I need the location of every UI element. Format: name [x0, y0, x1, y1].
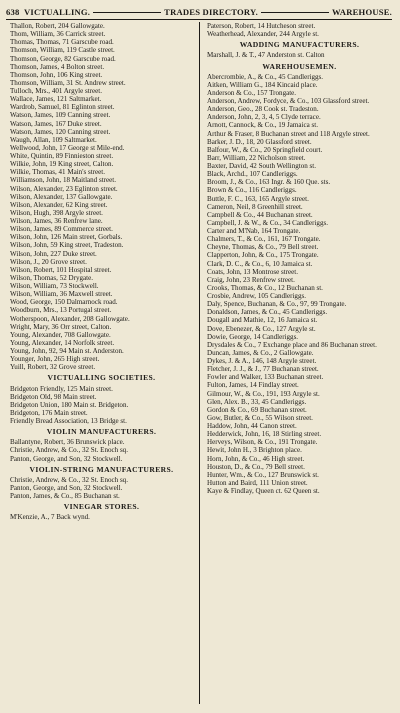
right-entries-warehousemen: [207, 73, 392, 496]
directory-entry: Bridgeton Union, 180 Main st. Bridgeton.: [10, 400, 129, 409]
directory-entry: Duncan, James, & Co., 2 Gallowgate.: [207, 348, 314, 357]
directory-entry: Arthur & Fraser, 8 Buchanan street and 118 Argyle street.: [207, 129, 370, 138]
directory-entry: Daly, Spence, Buchanan, & Co., 97, 99 Trongate.: [207, 300, 347, 309]
directory-entry: Barr, William, 22 Nicholson street.: [207, 153, 306, 162]
directory-entry: Drysdales & Co., 7 Exchange place and 86 Buchanan street.: [207, 340, 377, 349]
left-column: [10, 22, 193, 521]
directory-entry: Young, John, 92, 94 Main st. Anderston.: [10, 347, 124, 355]
directory-entry: Horn, John, & Co., 46 High street.: [207, 454, 305, 463]
section-title-violin-manufacturers: VIOLIN MANUFACTURERS.: [46, 427, 157, 437]
directory-entry: White, Quintin, 89 Finnieston street.: [10, 152, 114, 160]
directory-entry: Wilson, John, 227 Duke street.: [10, 249, 97, 258]
section-title-violin-string-manufacturers: VIOLIN-STRING MANUFACTURERS.: [29, 464, 174, 474]
directory-entry: Thomson, George, 82 Garscube road.: [10, 54, 116, 63]
directory-entry: Wilson, William, 36 Maxwell street.: [10, 290, 113, 299]
directory-entry: Cheyne, Thomas, & Co., 79 Bell street.: [207, 243, 319, 252]
directory-entry: Watson, James, 167 Duke street.: [10, 119, 102, 128]
right-entries-wadding: [207, 51, 392, 59]
directory-entry: Dove, Ebenezer, & Co., 127 Argyle st.: [207, 324, 316, 333]
directory-entry: Arnott, Cannock, & Co., 19 Jamaica st.: [207, 121, 318, 130]
directory-entry: Baxter, David, 42 South Wellington st.: [207, 162, 317, 170]
directory-entry: Brown & Co., 116 Candleriggs.: [207, 186, 297, 195]
directory-entry: Wallace, James, 121 Saltmarket.: [10, 95, 102, 104]
directory-entry: Panton, George, and Son, 32 Stockwell.: [10, 454, 123, 463]
directory-entry: Christie, Andrew, & Co., 32 St. Enoch sq.: [10, 475, 128, 484]
directory-entry: Donaldson, James, & Co., 45 Candleriggs.: [207, 308, 328, 317]
directory-entry: Wright, Mary, 36 Orr street, Calton.: [10, 322, 112, 331]
directory-entry: Wilson, John, 126 Main street, Gorbals.: [10, 233, 123, 242]
directory-entry: Hewit, John H., 3 Brighton place.: [207, 446, 302, 455]
section-title-wadding-manufacturers: WADDING MANUFACTURERS.: [239, 40, 360, 50]
directory-entry: Black, Archd., 107 Candleriggs.: [207, 170, 298, 179]
directory-entry: Aitken, William G., 184 Kincaid place.: [207, 80, 318, 89]
directory-entry: Crosbie, Andrew, 105 Candleriggs.: [207, 292, 306, 300]
directory-entry: Fletcher, J. J., & J., 77 Buchanan street.: [207, 365, 319, 374]
directory-entry: Yuill, Robert, 32 Grove street.: [10, 363, 96, 372]
directory-entry: Young, Alexander, 708 Gallowgate.: [10, 330, 111, 339]
directory-entry: Watson, James, 109 Canning street.: [10, 111, 111, 120]
directory-entry: Weatherhead, Alexander, 244 Argyle st.: [207, 30, 319, 39]
directory-entry: Thomson, James, 4 Bolton street.: [10, 62, 105, 71]
directory-entry: Wilson, William, 73 Stockwell.: [10, 282, 99, 290]
directory-entry: Wilson, Alexander, 62 King street.: [10, 200, 108, 209]
directory-entry: Panton, James, & Co., 85 Buchanan st.: [10, 492, 120, 500]
directory-entry: Christie, Andrew, & Co., 32 St. Enoch sq.: [10, 446, 128, 455]
directory-entry: Campbell & Co., 44 Buchanan street.: [207, 210, 313, 219]
directory-entry: Paterson, Robert, 14 Hutcheson street.: [207, 22, 316, 30]
directory-entry: Wilson, Alexander, 23 Eglinton street.: [10, 184, 118, 193]
directory-entry: Barker, J. D., 18, 20 Glassford street.: [207, 137, 312, 146]
directory-entry: Tulloch, Mrs., 401 Argyle street.: [10, 87, 103, 95]
directory-entry: Thomson, William, 31 St. Andrew street.: [10, 78, 126, 87]
directory-entry: Glen, Alex. B., 33, 45 Candleriggs.: [207, 397, 307, 406]
directory-entry: Wilson, Thomas, 52 Drygate.: [10, 273, 93, 282]
directory-entry: Buttle, F. C., 163, 165 Argyle street.: [207, 194, 309, 203]
directory-entry: Hedderwick, John, 16, 18 Stirling street.: [207, 430, 322, 439]
directory-entry: M'Kenzie, A., 7 Back wynd.: [10, 513, 90, 522]
directory-entry: Wardrob, Samuel, 81 Eglinton street.: [10, 103, 115, 112]
section-title-victualling-societies: VICTUALLING SOCIETIES.: [47, 373, 156, 383]
directory-entry: Clark, D. C., & Co., 6, 10 Jamaica st.: [207, 259, 313, 268]
directory-entry: Wilson, James, 36 Renfrew lane.: [10, 217, 103, 225]
directory-entry: Bridgeton Old, 98 Main street.: [10, 392, 97, 401]
directory-entry: Gordon & Co., 69 Buchanan street.: [207, 405, 307, 414]
running-head-right: WAREHOUSE.: [331, 7, 392, 17]
directory-entry: Panton, George, and Son, 32 Stockwell.: [10, 483, 123, 492]
directory-entry: Wilson, Alexander, 137 Gallowgate.: [10, 192, 113, 201]
directory-entry: Dougall and Mathie, 12, 16 Jamaica st.: [207, 316, 318, 325]
directory-entry: Bridgeton, 176 Main street.: [10, 408, 88, 417]
page-number: 638: [6, 7, 20, 17]
directory-entry: Dykes, J. & A., 146, 148 Argyle street.: [207, 357, 317, 365]
directory-entry: Wilson, James, 89 Commerce street.: [10, 225, 113, 234]
directory-entry: Chalmers, T., & Co., 161, 167 Trongate.: [207, 235, 321, 244]
directory-entry: Anderson, Andrew, Fordyce, & Co., 103 Glassford street.: [207, 97, 370, 105]
directory-entry: Anderson, Geo., 28 Cook st. Tradeston.: [207, 105, 319, 114]
directory-entry: Anderson, John, 2, 3, 4, 5 Clyde terrace.: [207, 113, 321, 122]
directory-entry: Craig, John, 23 Renfrew street.: [207, 275, 295, 284]
directory-entry: Wilkie, John, 19 King street, Calton.: [10, 160, 114, 169]
page-header: [6, 4, 392, 20]
right-column: [207, 22, 392, 495]
directory-entry: Clapperton, John, & Co., 175 Trongate.: [207, 251, 319, 260]
directory-entry: Waugh, Allan, 109 Saltmarket.: [10, 135, 97, 144]
directory-entry: Bridgeton Friendly, 125 Main street.: [10, 384, 113, 393]
directory-entry: Wellwood, John, 17 George st Mile-end.: [10, 143, 125, 152]
directory-entry: Watson, James, 120 Canning street.: [10, 127, 111, 136]
directory-entry: Thomas, Thomas, 71 Garscube road.: [10, 38, 114, 47]
section-title-warehousemen: WAREHOUSEMEN.: [262, 61, 337, 71]
directory-entry: Wilkie, Thomas, 41 Main's street.: [10, 168, 105, 177]
directory-entry: Kaye & Findlay, Queen ct. 62 Queen st.: [207, 487, 320, 495]
directory-entry: Gow, Butler, & Co., 55 Wilson street.: [207, 413, 313, 422]
directory-entry: Haddow, John, 44 Canon street.: [207, 422, 297, 430]
header-rule: [6, 19, 392, 20]
directory-entry: Anderson & Co., 157 Trongate.: [207, 88, 297, 97]
directory-entry: Williamson, John, 18 Maitland street.: [10, 176, 116, 185]
directory-entry: Balfour, W., & Co., 20 Springfield court.: [207, 145, 323, 154]
left-entries-victualling: [10, 22, 193, 371]
directory-entry: Woodburn, Mrs., 13 Portugal street.: [10, 306, 112, 315]
directory-entry: Fowler and Walker, 133 Buchanan street.: [207, 373, 324, 382]
directory-entry: Hutton and Baird, 111 Union street.: [207, 478, 308, 487]
directory-entry: Wotherspoon, Alexander, 208 Gallowgate.: [10, 314, 130, 323]
directory-entry: Young, Alexander, 14 Norfolk street.: [10, 338, 115, 347]
right-entries-warehouse: [207, 22, 392, 38]
section-title-vinegar-stores: VINEGAR STORES.: [63, 502, 140, 512]
directory-entry: Crooks, Thomas, & Co., 12 Buchanan st.: [207, 283, 323, 292]
directory-entry: Hunter, Wm., & Co., 127 Brunswick st.: [207, 470, 319, 479]
left-entries-violin-string: [10, 476, 193, 500]
directory-entry: Carter and M'Nab, 164 Trongate.: [207, 227, 301, 235]
header-dash-rule: [93, 12, 161, 13]
directory-entry: Thomson, John, 106 King street.: [10, 70, 103, 79]
directory-entry: Broom, J., & Co., 163 Ingr. & 160 Que. sts.: [207, 178, 331, 187]
directory-entry: Wilson, John, 59 King street, Tradeston.: [10, 241, 124, 250]
directory-entry: Ballantyne, Robert, 36 Brunswick place.: [10, 438, 125, 447]
left-entries-victualling-societies: [10, 385, 193, 426]
directory-entry: Campbell, J. & W., & Co., 34 Candleriggs.: [207, 218, 328, 227]
column-divider: [199, 22, 200, 704]
running-head-left: VICTUALLING.: [24, 7, 91, 17]
left-entries-vinegar-stores: [10, 513, 193, 521]
directory-entry: Thallon, Robert, 204 Gallowgate.: [10, 22, 105, 30]
directory-entry: Gilmour, W., & Co., 191, 193 Argyle st.: [207, 389, 320, 398]
directory-entry: Marshall, J. & T., 47 Anderston st. Calton: [207, 51, 325, 60]
header-dash-rule: [261, 12, 329, 13]
directory-entry: Younger, John, 265 High street.: [10, 355, 100, 364]
directory-entry: Wilson, J., 20 Grove street.: [10, 257, 87, 266]
running-head-center: TRADES DIRECTORY.: [164, 7, 258, 17]
left-entries-violin-manufacturers: [10, 438, 193, 462]
directory-entry: Thom, William, 36 Carrick street.: [10, 30, 106, 39]
directory-entry: Dowie, George, 14 Candleriggs.: [207, 332, 299, 341]
directory-entry: Wilson, Robert, 101 Hospital street.: [10, 265, 112, 274]
directory-entry: Wood, George, 150 Dalmarnock road.: [10, 298, 118, 307]
directory-entry: Coats, John, 13 Montrose street.: [207, 267, 299, 276]
directory-entry: Wilson, Hugh, 398 Argyle street.: [10, 208, 103, 217]
directory-entry: Fulton, James, 14 Findlay street.: [207, 381, 299, 390]
directory-entry: Cameron, Neil, 8 Greenhill street.: [207, 202, 303, 211]
running-head: [24, 7, 392, 17]
directory-entry: Abercrombie, A., & Co., 45 Candleriggs.: [207, 72, 324, 81]
directory-entry: Friendly Bread Association, 13 Bridge st.: [10, 417, 127, 425]
directory-entry: Houston, D., & Co., 79 Bell street.: [207, 462, 305, 471]
directory-entry: Thomson, William, 119 Castle street.: [10, 46, 115, 55]
directory-entry: Herveys, Wilson, & Co., 191 Trongate.: [207, 438, 318, 447]
